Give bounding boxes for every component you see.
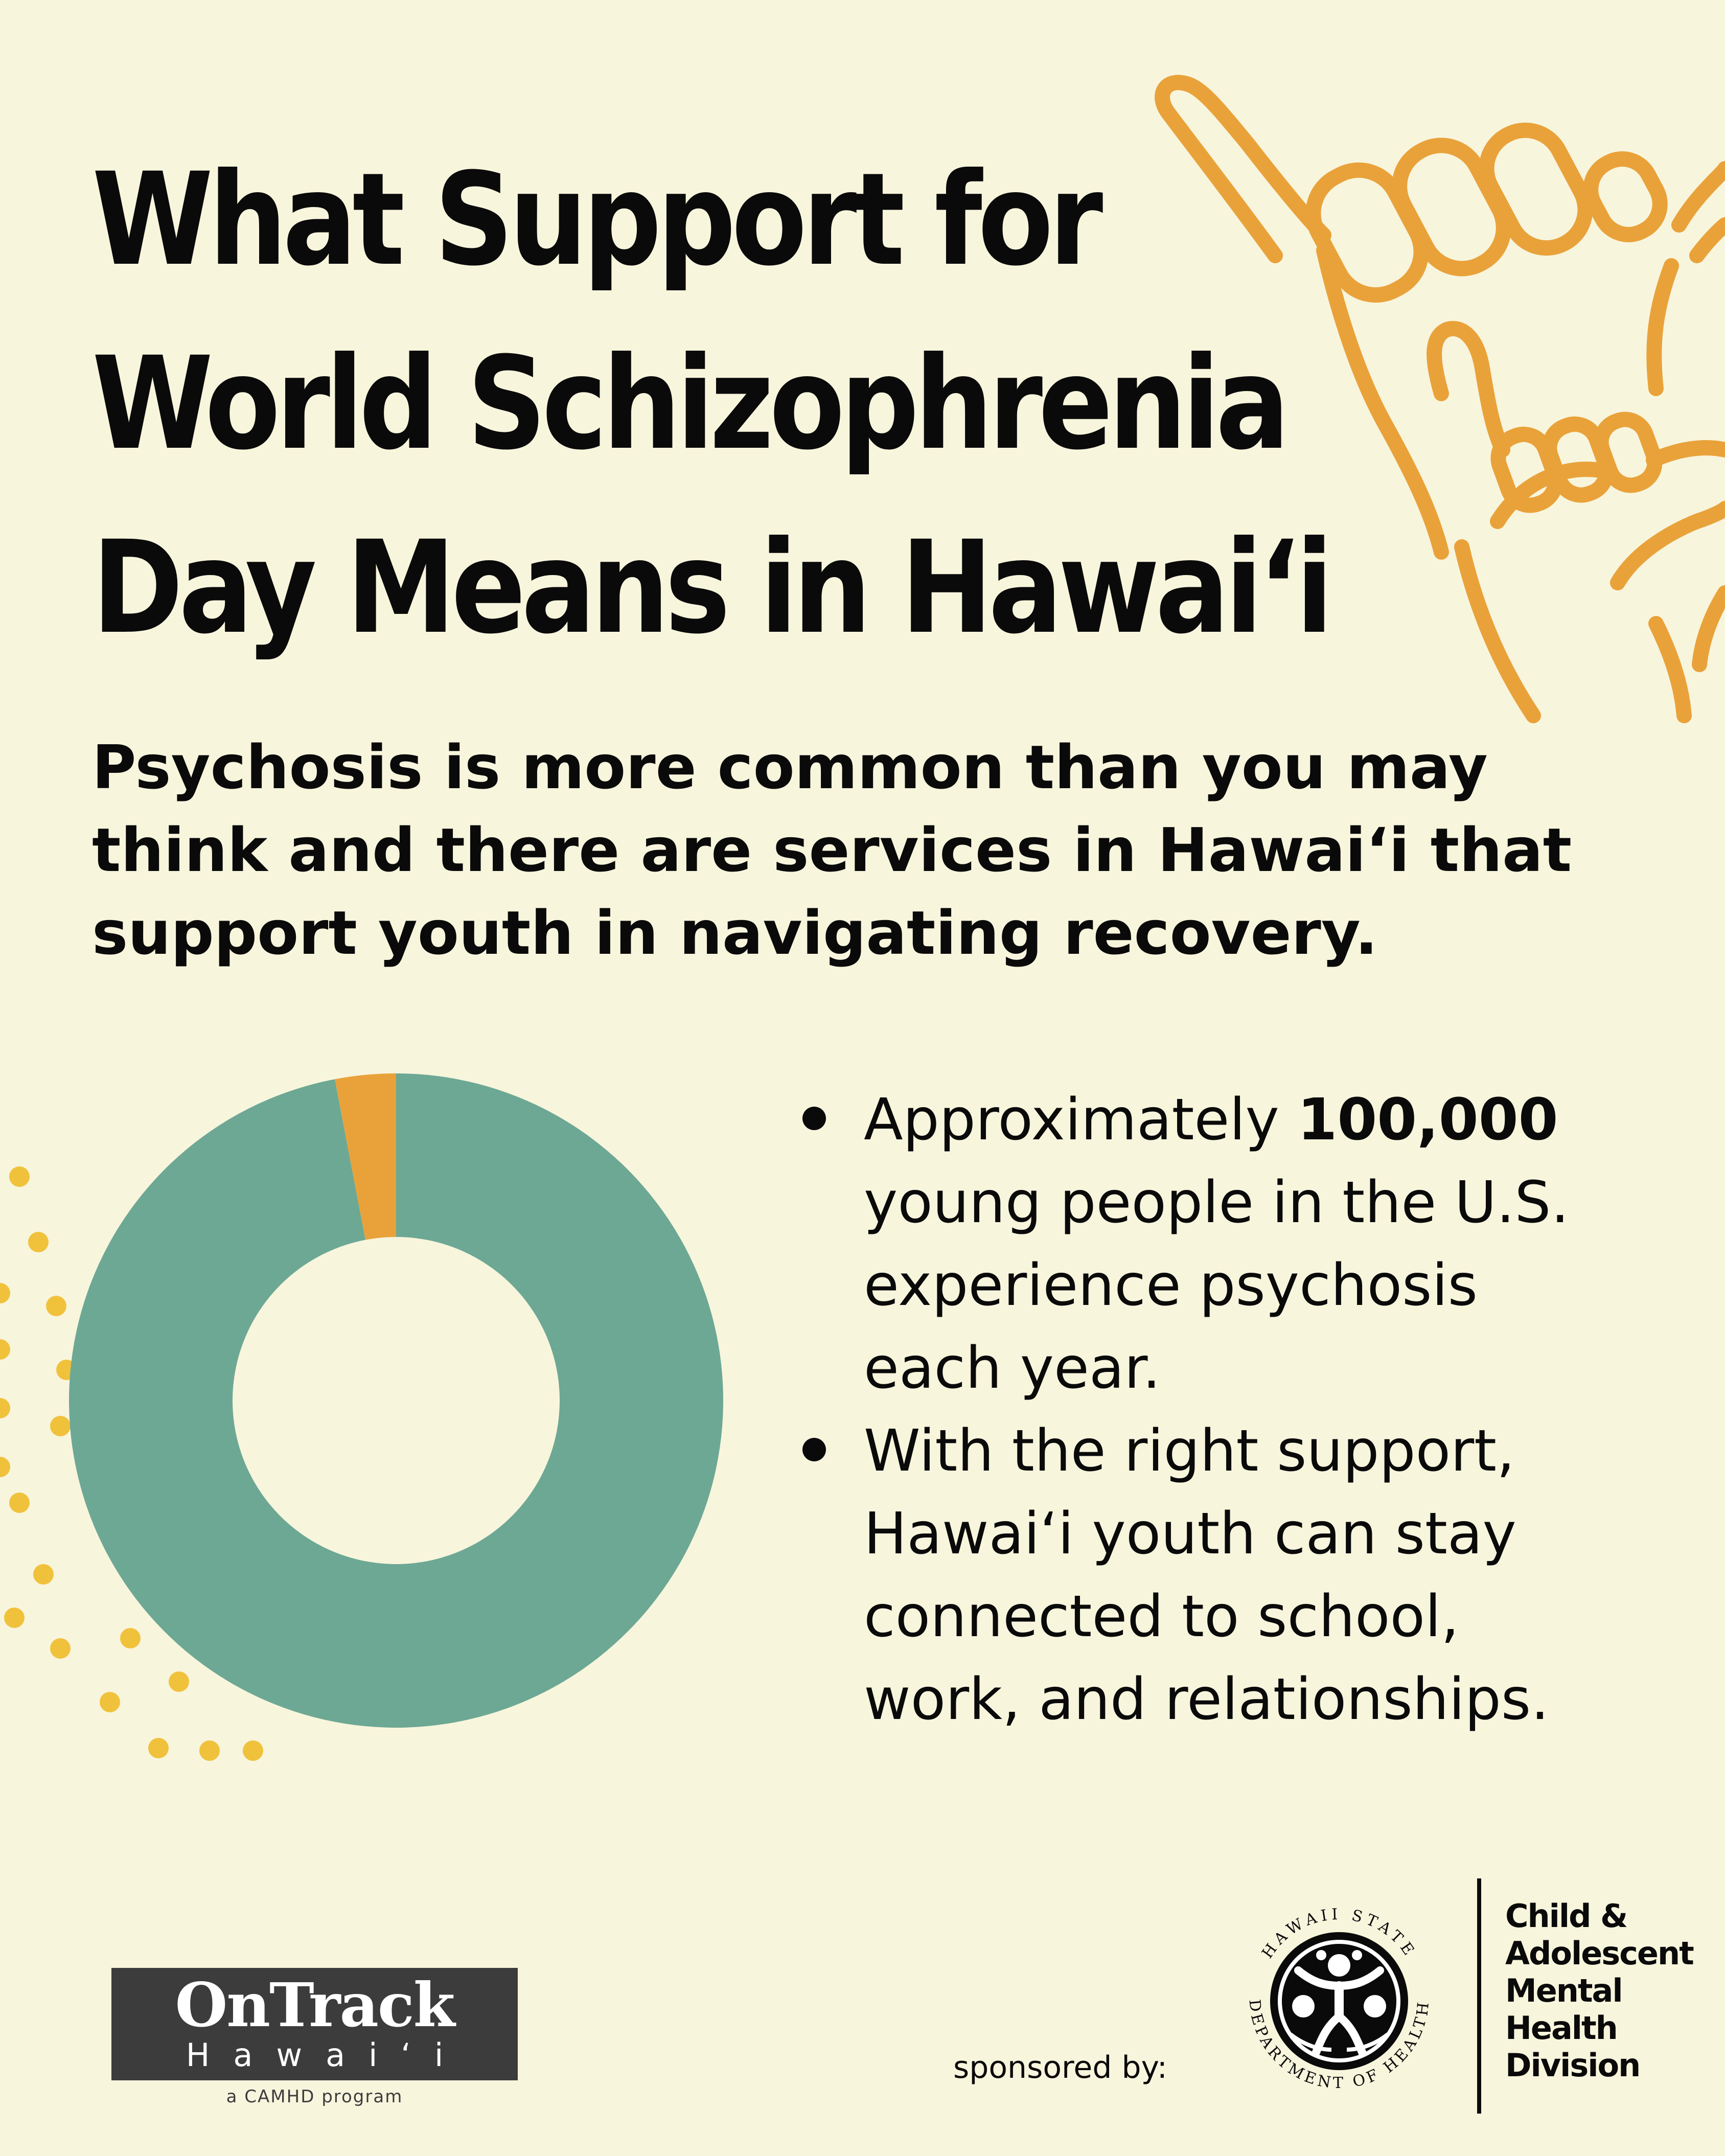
division-line-5: Division <box>1505 2047 1640 2084</box>
logo-main-text: OnTrack <box>175 1969 454 2040</box>
title-line-3: Day Means in Hawai‘i <box>92 513 1329 662</box>
svg-text:HAWAII STATE: HAWAII STATE <box>1258 1905 1420 1962</box>
title-line-1: What Support for <box>92 145 1099 294</box>
title-line-2: World Schizophrenia <box>92 329 1285 478</box>
subtitle-line-1: Psychosis is more common than you may <box>92 732 1488 802</box>
shaka-hand-icon <box>1145 72 1725 726</box>
division-line-2: Adolescent <box>1505 1935 1693 1972</box>
fact-item-1 <box>797 1079 1707 1410</box>
bullet-dot-icon <box>802 1438 826 1461</box>
fact-2-line-1: With the right support, <box>864 1418 1515 1484</box>
fact-2-line-2: Hawai‘i youth can stay <box>864 1501 1516 1567</box>
footer-divider <box>1477 1878 1481 2114</box>
logo-sub-text: Hawai‘i <box>186 2036 467 2074</box>
ontrack-logo <box>111 1968 518 2080</box>
donut-chart <box>66 1071 726 1730</box>
department-of-health-seal <box>1222 1881 1457 2116</box>
division-name <box>1505 1897 1693 2084</box>
svg-text:DEPARTMENT OF HEALTH: DEPARTMENT OF HEALTH <box>1245 1998 1433 2093</box>
subtitle <box>92 726 1615 974</box>
fact-1-line-1 <box>864 1079 1707 1161</box>
fact-1-line-3: experience psychosis <box>864 1252 1478 1319</box>
subtitle-line-2: think and there are services in Hawai‘i that <box>92 815 1572 885</box>
fact-1-line-4: each year. <box>864 1335 1161 1402</box>
fact-1-line-2: young people in the U.S. <box>864 1169 1570 1236</box>
bullet-dot-icon <box>802 1107 826 1130</box>
fact-2-line-4: work, and relationships. <box>864 1666 1549 1733</box>
sponsored-label: sponsored by: <box>953 2050 1167 2085</box>
logo-caption: a CAMHD program <box>226 2086 403 2107</box>
fact-1-number: 100,000 <box>1297 1087 1558 1153</box>
subtitle-line-3: support youth in navigating recovery. <box>92 898 1378 968</box>
fact-item-2 <box>797 1410 1707 1741</box>
division-line-4: Health <box>1505 2009 1617 2047</box>
fact-2-line-3: connected to school, <box>864 1584 1459 1650</box>
page-title <box>92 128 1329 680</box>
division-line-1: Child & <box>1505 1897 1627 1935</box>
fact-1-prefix: Approximately <box>864 1087 1298 1153</box>
fact-list <box>797 1079 1707 1741</box>
division-line-3: Mental <box>1505 1972 1622 2009</box>
